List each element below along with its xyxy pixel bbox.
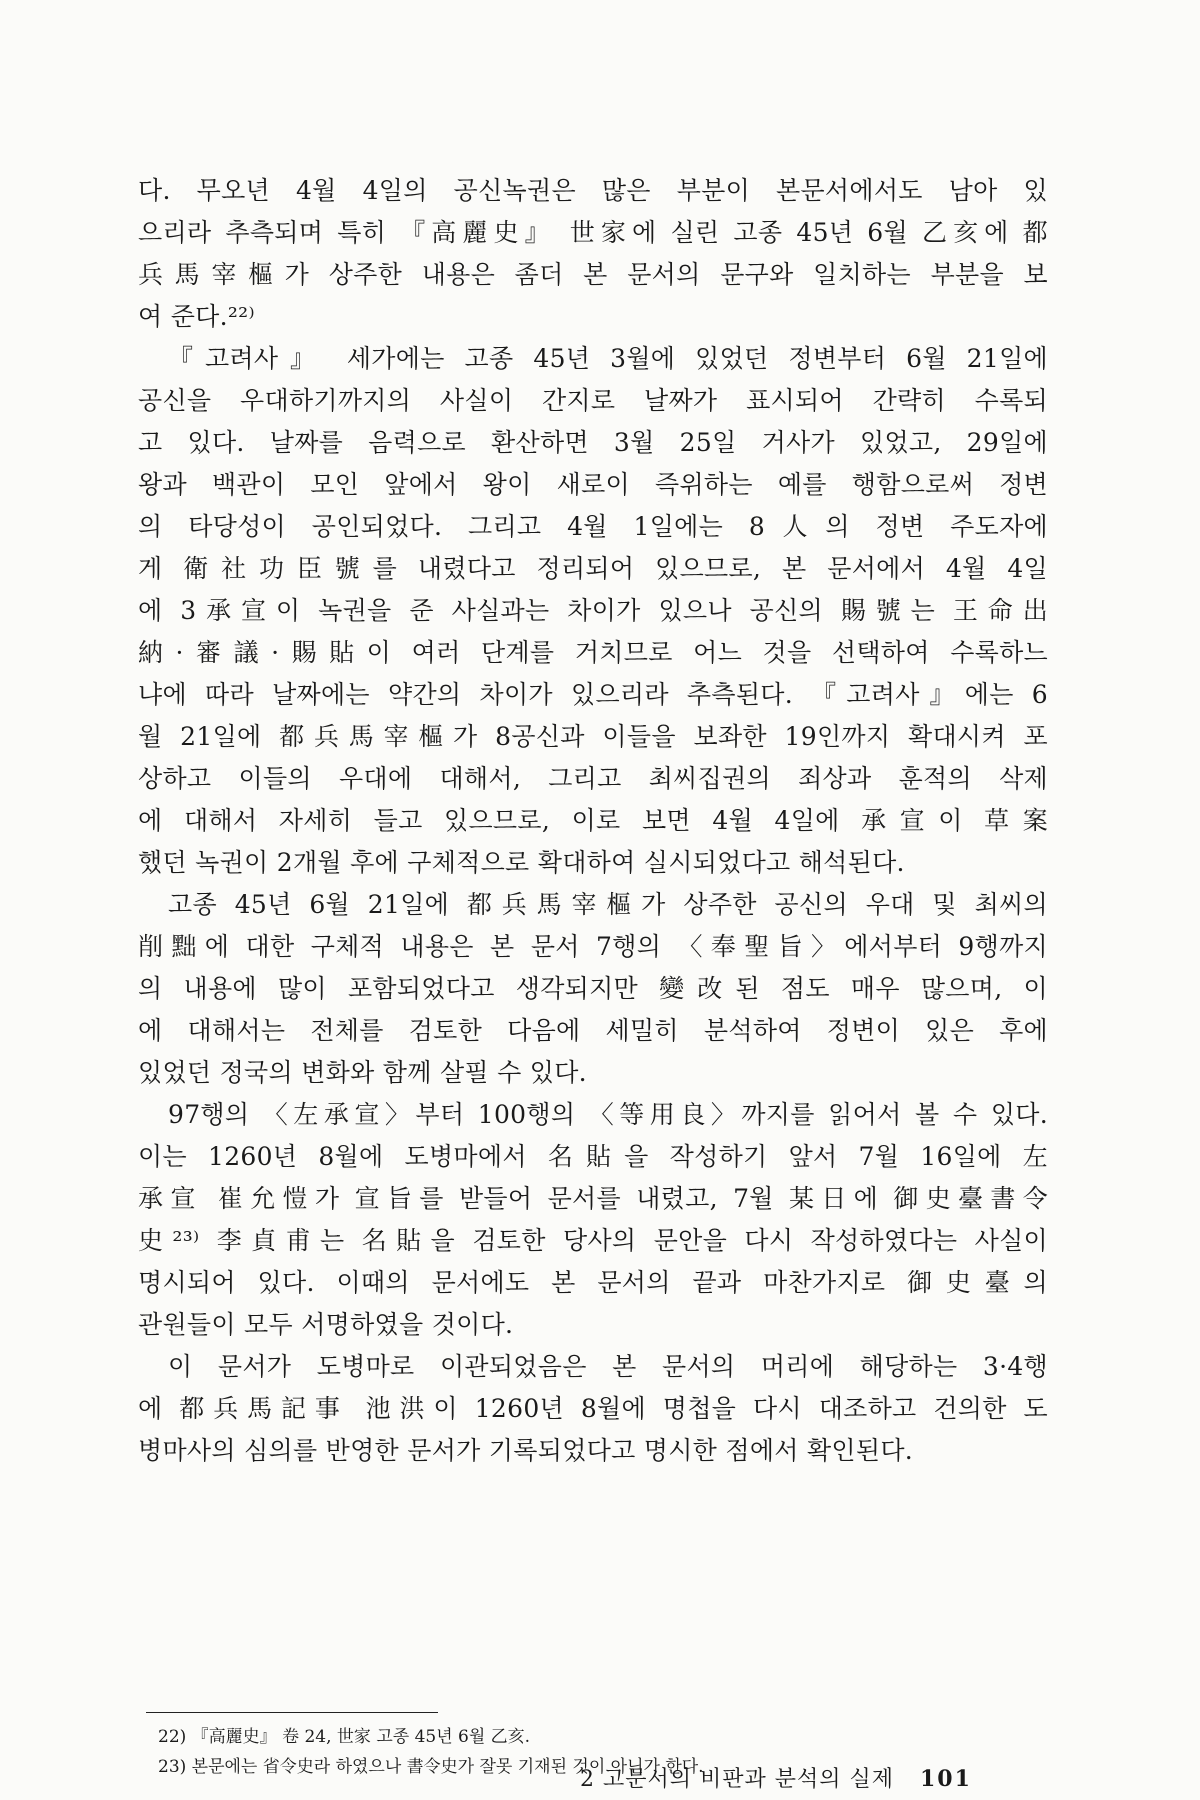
text-line: 削黜에 대한 구체적 내용은 본 문서 7행의 〈奉聖旨〉에서부터 9행까지 (138, 932, 1048, 961)
text-line: 명시되어 있다. 이때의 문서에도 본 문서의 끝과 마찬가지로 御史臺의 (138, 1268, 1048, 1297)
running-footer (580, 1764, 1050, 1795)
paragraph (138, 338, 1048, 884)
text-line: 承宣 崔允愷가 宣旨를 받들어 문서를 내렸고, 7월 某日에 御史臺書令 (138, 1184, 1048, 1213)
text-line: 관원들이 모두 서명하였을 것이다. (138, 1310, 514, 1339)
text-line: 했던 녹권이 2개월 후에 구체적으로 확대하여 실시되었다고 해석된다. (138, 848, 905, 877)
footnote-23: 23) 본문에는 省令史라 하였으나 書令史가 잘못 기재된 것이 아닌가 한다. (158, 1757, 704, 1777)
text-line: 이 문서가 도병마로 이관되었음은 본 문서의 머리에 해당하는 3·4행 (168, 1352, 1048, 1381)
text-line: 『고려사』 세가에는 고종 45년 3월에 있었던 정변부터 6월 21일에 (168, 344, 1048, 373)
text-line: 고종 45년 6월 21일에 都兵馬宰樞가 상주한 공신의 우대 및 최씨의 (168, 890, 1048, 919)
paragraph (138, 1094, 1048, 1346)
text-line: 병마사의 심의를 반영한 문서가 기록되었다고 명시한 점에서 확인된다. (138, 1436, 914, 1465)
text-line: 에 대해서는 전체를 검토한 다음에 세밀히 분석하여 정변이 있은 후에 (138, 1016, 1048, 1045)
text-line: 고 있다. 날짜를 음력으로 환산하면 3월 25일 거사가 있었고, 29일에 (138, 428, 1048, 457)
text-line: 게 衛社功臣號를 내렸다고 정리되어 있으므로, 본 문서에서 4월 4일 (138, 554, 1048, 583)
text-line: 納·審議·賜貼이 여러 단계를 거치므로 어느 것을 선택하여 수록하느 (138, 638, 1048, 667)
text-line: 에 3承宣이 녹권을 준 사실과는 차이가 있으나 공신의 賜號는 王命出 (138, 596, 1048, 625)
text-line: 있었던 정국의 변화와 함께 살필 수 있다. (138, 1058, 587, 1087)
text-line: 월 21일에 都兵馬宰樞가 8공신과 이들을 보좌한 19인까지 확대시켜 포 (138, 722, 1048, 751)
text-line: 공신을 우대하기까지의 사실이 간지로 날짜가 표시되어 간략히 수록되 (138, 386, 1048, 415)
paragraph (138, 1346, 1048, 1472)
paragraph (138, 170, 1048, 338)
text-line: 왕과 백관이 모인 앞에서 왕이 새로이 즉위하는 예를 행함으로써 정변 (138, 470, 1048, 499)
text-line: 에 都兵馬記事 池洪이 1260년 8월에 명첩을 다시 대조하고 건의한 도 (138, 1394, 1048, 1423)
page-number: 101 (920, 1766, 972, 1792)
text-line: 97행의 〈左承宣〉부터 100행의 〈等用良〉까지를 읽어서 볼 수 있다. (168, 1100, 1048, 1129)
text-line: 냐에 따라 날짜에는 약간의 차이가 있으리라 추측된다. 『고려사』에는 6 (138, 680, 1048, 709)
text-line: 여 준다.²²⁾ (138, 302, 255, 331)
text-line: 다. 무오년 4월 4일의 공신녹권은 많은 부분이 본문서에서도 남아 있 (138, 176, 1048, 205)
text-line: 의 타당성이 공인되었다. 그리고 4월 1일에는 8人의 정변 주도자에 (138, 512, 1048, 541)
text-line: 으리라 추측되며 특히 『高麗史』 世家에 실린 고종 45년 6월 乙亥에 都 (138, 218, 1048, 247)
paragraph (138, 884, 1048, 1094)
text-line: 에 대해서 자세히 들고 있으므로, 이로 보면 4월 4일에 承宣이 草案 (138, 806, 1048, 835)
text-line: 상하고 이들의 우대에 대해서, 그리고 최씨집권의 죄상과 훈적의 삭제 (138, 764, 1048, 793)
footnote-22: 22) 『高麗史』 卷 24, 世家 고종 45년 6월 乙亥. (158, 1727, 531, 1747)
text-line: 兵馬宰樞가 상주한 내용은 좀더 본 문서의 문구와 일치하는 부분을 보 (138, 260, 1048, 289)
body-text (138, 170, 1048, 1472)
chapter-title: 2 고문서의 비판과 분석의 실제 (580, 1767, 894, 1792)
footnote-divider (146, 1712, 438, 1713)
text-line: 史²³⁾ 李貞甫는 名貼을 검토한 당사의 문안을 다시 작성하였다는 사실이 (138, 1226, 1048, 1255)
text-line: 의 내용에 많이 포함되었다고 생각되지만 變改된 점도 매우 많으며, 이 (138, 974, 1048, 1003)
text-line: 이는 1260년 8월에 도병마에서 名貼을 작성하기 앞서 7월 16일에 左 (138, 1142, 1048, 1171)
